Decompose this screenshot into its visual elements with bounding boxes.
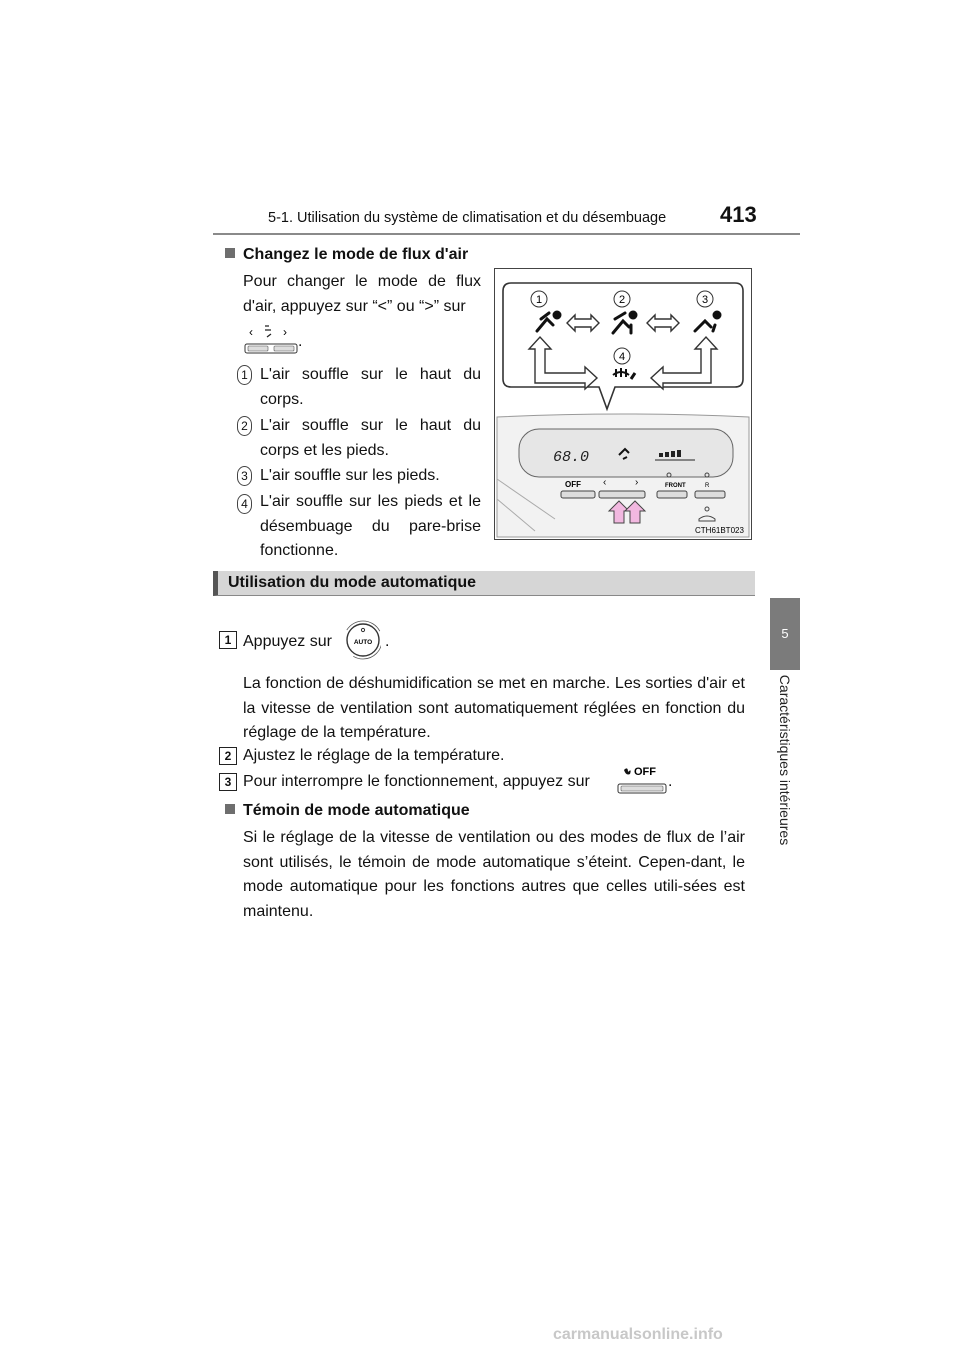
auto-section-title-bar — [213, 571, 755, 596]
callout-1-label: 1 — [535, 294, 543, 306]
step-2-text: Ajustez le réglage de la température. — [243, 747, 505, 764]
airflow-intro-end: . — [298, 333, 303, 350]
airflow-item-3: L'air souffle sur les pieds. — [260, 467, 440, 484]
airflow-mode-figure — [494, 268, 752, 540]
off-button-label: OFF — [634, 766, 656, 778]
item-number-4: 4 — [237, 494, 252, 514]
heading-bullet-icon — [225, 804, 235, 814]
chapter-title: Caractéristiques intérieures — [777, 674, 793, 846]
step-1-end: . — [385, 633, 390, 650]
heading-bullet-icon — [225, 248, 235, 258]
watermark: carmanualsonline.info — [553, 1326, 723, 1343]
fan-level-indicator — [659, 453, 663, 457]
figure-front-defrost-button — [657, 491, 687, 498]
display-temperature: 68.0 — [553, 449, 590, 466]
auto-section-title: Utilisation du mode automatique — [228, 574, 477, 591]
airflow-item-1: L'air souffle sur le haut du corps. — [260, 366, 481, 408]
figure-rear-defrost-button — [695, 491, 725, 498]
airflow-item-4: L'air souffle sur les pieds et le désembuage du pare-brise fonctionne. — [260, 493, 481, 559]
step-1-description: La fonction de déshumidification se met en marche. Les sorties d'air et la vitesse de ventilation sont automatiquement réglées en fonction du réglage de la température. — [243, 675, 745, 741]
page-number: 413 — [720, 202, 757, 227]
item-number-1: 1 — [237, 365, 252, 385]
step-1-text: Appuyez sur — [243, 633, 332, 650]
airflow-item-2: L'air souffle sur le haut du corps et les pieds. — [260, 417, 481, 459]
step-3-text: Pour interrompre le fonctionnement, appuyez sur — [243, 773, 590, 790]
figure-left-chevron: ‹ — [603, 477, 607, 488]
indicator-heading — [225, 799, 470, 824]
callout-3-label: 3 — [701, 294, 709, 306]
figure-off-button — [561, 491, 595, 498]
fan-level-bar — [677, 450, 681, 457]
item-number-2: 2 — [237, 416, 252, 436]
header-rule — [213, 233, 800, 235]
airflow-intro-text: Pour changer le mode de flux d'air, appuyez sur “<” ou “>” sur — [243, 273, 481, 315]
figure-code: CTH61BT023 — [695, 526, 744, 535]
fan-level-bar — [671, 451, 675, 457]
airflow-heading-text: Changez le mode de flux d'air — [243, 246, 469, 263]
figure-rear-label: R — [705, 483, 710, 489]
step-number-1: 1 — [219, 631, 237, 649]
auto-button-icon — [345, 618, 381, 662]
airflow-intro — [243, 270, 481, 319]
fan-level-bar — [665, 452, 669, 457]
airflow-heading — [225, 243, 468, 268]
auto-button-label: AUTO — [353, 639, 373, 646]
figure-mode-button — [599, 491, 645, 498]
running-header: 5-1. Utilisation du système de climatisation et du désembuage — [268, 210, 667, 226]
figure-off-label: OFF — [565, 480, 581, 489]
step-number-2: 2 — [219, 747, 237, 765]
step-number-3: 3 — [219, 773, 237, 791]
svg-text:‹: ‹ — [249, 325, 253, 339]
figure-right-chevron: › — [635, 477, 639, 488]
item-number-3: 3 — [237, 466, 252, 486]
step-3-end: . — [668, 773, 673, 790]
display-screen — [519, 429, 733, 477]
mode-switch-icon — [243, 322, 303, 356]
indicator-paragraph: Si le réglage de la vitesse de ventilation ou des modes de flux de l’air sont utilisés, le témoin de mode automatique s’éteint. Cepen-dant, le mode automatique pour les fonctions autres que celles utili-sées est maintenu. — [243, 829, 745, 920]
svg-text:›: › — [283, 325, 287, 339]
callout-2-label: 2 — [618, 294, 626, 306]
callout-4-label: 4 — [618, 351, 626, 363]
indicator-heading-text: Témoin de mode automatique — [243, 802, 470, 819]
chapter-tab: 5 — [770, 598, 800, 670]
airflow-diagram — [495, 269, 751, 539]
figure-front-label: FRONT — [665, 483, 686, 489]
off-button-icon — [614, 762, 673, 796]
